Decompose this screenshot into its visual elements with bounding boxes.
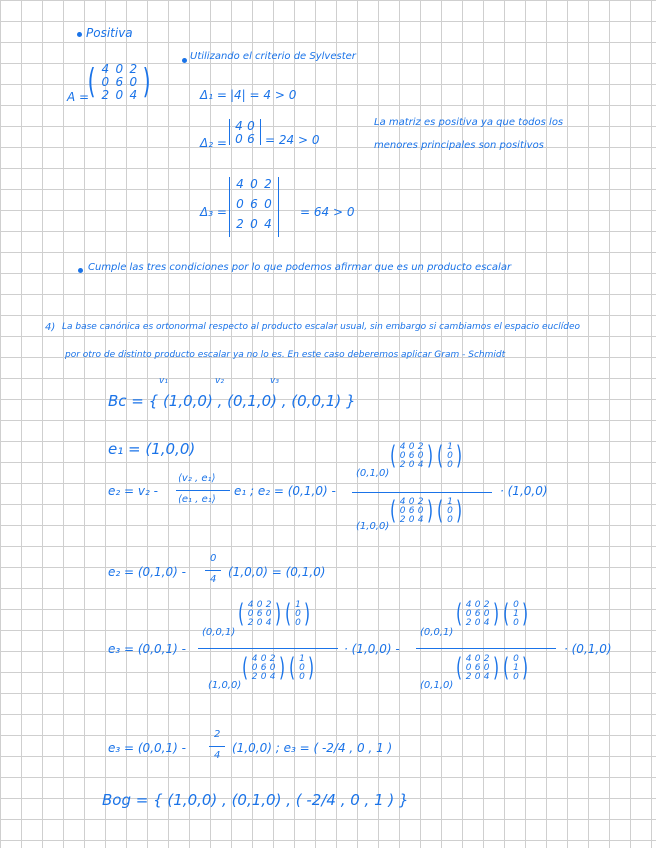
fraction-bar [352,492,492,493]
item4-number: 4) [45,322,56,333]
vector-entry: 1 [295,600,301,610]
matrix-cell: 4 [251,654,258,664]
e2-den: 4 [210,574,217,585]
gs-den: ⟨e₁ , e₁⟩ [178,494,216,505]
bullet [182,58,187,63]
gs-num: ⟨v₂ , e₁⟩ [178,473,216,484]
matrix-cell: 6 [408,451,415,461]
matrix-cells [398,497,425,524]
sylvester-intro: Utilizando el criterio de Sylvester [190,51,356,62]
matrix-cell: 4 [264,217,272,231]
matrix-cells [250,654,277,681]
matrix-cell: 2 [483,654,490,664]
e3-result-left: e₃ = (0,0,1) - [108,741,186,755]
e3-mid: · (1,0,0) - [344,642,400,656]
column-vector [511,654,520,681]
e3-result-num: 2 [214,729,221,740]
matrix-cells [246,600,273,627]
gs-num-matrix: ( 4 0 2 0 6 0 2 0 4 ) ( 1 0 0 ) [390,440,463,471]
matrix-cell: 0 [483,663,490,673]
matrix-cell: 0 [265,609,272,619]
column-vector [297,654,306,681]
matrix-cell: 4 [399,497,406,507]
gs-row-den: (1,0,0) [356,521,390,532]
matrix-cell: 4 [265,618,272,628]
item4-line-2: por otro de distinto producto escalar ya no lo es. En este caso deberemos aplicar Gram - Schmidt [65,350,506,360]
e2-num: 0 [210,553,217,564]
orthogonal-basis: Bog = { (1,0,0) , (0,1,0) , ( -2/4 , 0 , 1 ) } [102,791,409,809]
matrix-cell: 4 [465,600,472,610]
gs-after: e₁ ; e₂ = (0,1,0) - [234,484,336,498]
vector-entry: 0 [513,618,519,628]
e3-den1-matrix: ( 4 0 2 0 6 0 2 0 4 ) ( 1 0 0 ) [242,652,315,683]
matrix-cell: 0 [465,609,472,619]
matrix-cell: 2 [247,618,254,628]
note-line-1: La matriz es positiva ya que todos los [374,117,564,128]
matrix-cell: 0 [408,497,415,507]
matrix-cell: 0 [465,663,472,673]
bullet [78,268,83,273]
matrix-cell: 2 [236,217,244,231]
delta2-determinant [229,119,261,145]
e1-definition: e₁ = (1,0,0) [108,440,196,458]
matrix-cell: 0 [399,506,406,516]
matrix-cells [398,442,425,469]
matrix-cell: 0 [129,75,138,89]
vector-entry: 0 [513,654,519,664]
matrix-cell: 2 [483,600,490,610]
matrix-cell: 6 [115,75,124,89]
matrix-cell: 0 [250,217,258,231]
matrix-cell: 6 [260,663,267,673]
matrix-cell: 0 [260,654,267,664]
matrix-cell: 0 [260,672,267,682]
matrix-cell: 0 [236,197,244,211]
v2-label: v₂ [215,376,224,386]
delta3-result: = 64 > 0 [300,205,355,219]
fraction-bar [176,490,230,491]
vector-entry: 1 [447,497,453,507]
e3-tail: · (0,1,0) [564,642,612,656]
vector-entry: 0 [513,600,519,610]
matrix-cell: 6 [247,132,255,146]
matrix-cell: 2 [269,654,276,664]
matrix-cell: 0 [408,460,415,470]
matrix-cell: 4 [236,177,244,191]
vector-entry: 0 [299,672,305,682]
matrix-cell: 0 [251,663,258,673]
matrix-cell: 0 [247,119,255,133]
e3-num2-matrix: ( 4 0 2 0 6 0 2 0 4 ) ( 0 1 0 ) [456,598,529,629]
item4-line-1: La base canónica es ortonormal respecto al producto escalar usual, sin embargo si cambiamos el espacio euclídeo [62,322,580,332]
matrix-cell: 6 [256,609,263,619]
matrix-cell: 2 [251,672,258,682]
e3-result-right: (1,0,0) ; e₃ = ( -2/4 , 0 , 1 ) [232,741,393,755]
matrix-cell: 0 [269,663,276,673]
matrix-cell: 2 [465,618,472,628]
heading-positiva: Positiva [86,26,133,40]
v1-label: v₁ [159,376,168,386]
fraction-bar [205,570,221,571]
vector-entry: 1 [447,442,453,452]
e3-den1-row: (1,0,0) [208,680,242,691]
column-vector [445,497,454,524]
column-vector [511,600,520,627]
matrix-cell: 4 [417,515,424,525]
matrix-cell: 2 [265,600,272,610]
bullet [77,32,82,37]
vector-entry: 0 [513,672,519,682]
vector-entry: 1 [513,609,519,619]
matrix-cell: 6 [474,609,481,619]
matrix-cell: 0 [115,62,124,76]
matrix-cell: 0 [408,515,415,525]
conclusion: Cumple las tres condiciones por lo que podemos afirmar que es un producto escalar [88,262,512,273]
matrix-a-label: A = [67,90,90,104]
matrix-cell: 0 [417,506,424,516]
vector-entry: 0 [447,515,453,525]
delta1-expr: |4| = 4 > 0 [230,88,297,102]
e2-left: e₂ = (0,1,0) - [108,565,186,579]
note-line-2: menores principales son positivos [374,140,544,151]
matrix-cell: 0 [115,88,124,102]
matrix-cells [464,600,491,627]
e3-num1-matrix: ( 4 0 2 0 6 0 2 0 4 ) ( 1 0 0 ) [238,598,311,629]
e3-num2-row: (0,0,1) [420,627,454,638]
delta2-label: Δ₂ = [200,136,227,150]
fraction-bar [198,648,338,649]
matrix-cell: 0 [256,600,263,610]
delta2-cells [233,119,257,145]
canonical-basis: Bc = { (1,0,0) , (0,1,0) , (0,0,1) } [108,392,356,410]
gs-tail: · (1,0,0) [500,484,548,498]
matrix-cell: 4 [483,618,490,628]
fraction-bar [209,746,225,747]
e3-num1-row: (0,0,1) [202,627,236,638]
matrix-cell: 0 [417,451,424,461]
vector-entry: 0 [447,506,453,516]
matrix-cell: 2 [129,62,138,76]
vector-entry: 0 [447,451,453,461]
matrix-cell: 6 [474,663,481,673]
matrix-cell: 2 [264,177,272,191]
matrix-cell: 2 [465,672,472,682]
matrix-cell: 4 [129,88,138,102]
delta2-result: = 24 > 0 [265,133,320,147]
vector-entry: 0 [299,663,305,673]
delta3-determinant [229,177,279,237]
matrix-cell: 0 [247,609,254,619]
e3-left: e₃ = (0,0,1) - [108,642,186,656]
column-vector [445,442,454,469]
matrix-cell: 0 [235,132,243,146]
vector-entry: 1 [513,663,519,673]
fraction-bar [416,648,556,649]
matrix-cell: 0 [474,600,481,610]
gs-row-num: (0,1,0) [356,468,390,479]
matrix-cell: 4 [399,442,406,452]
matrix-cell: 4 [465,654,472,664]
matrix-a: ( 4 0 2 0 6 0 2 0 4 ) [87,61,151,102]
matrix-cell: 0 [474,618,481,628]
vector-entry: 1 [299,654,305,664]
matrix-cell: 4 [417,460,424,470]
column-vector [293,600,302,627]
gs-den-matrix: ( 4 0 2 0 6 0 2 0 4 ) ( 1 0 0 ) [390,495,463,526]
matrix-cell: 2 [101,88,110,102]
matrix-cell: 0 [408,442,415,452]
matrix-cell: 4 [269,672,276,682]
vector-entry: 0 [295,609,301,619]
e3-den2-row: (0,1,0) [420,680,454,691]
v3-label: v₃ [270,376,279,386]
matrix-cell: 4 [247,600,254,610]
matrix-cell: 0 [483,609,490,619]
delta3-cells [233,177,275,237]
matrix-cell: 4 [101,62,110,76]
matrix-cell: 0 [250,177,258,191]
matrix-cell: 0 [474,654,481,664]
vector-entry: 0 [447,460,453,470]
matrix-cell: 6 [250,197,258,211]
e3-result-den: 4 [214,750,221,761]
e2-right: (1,0,0) = (0,1,0) [228,565,326,579]
matrix-cell: 2 [399,515,406,525]
vector-entry: 0 [295,618,301,628]
delta1-label: Δ₁ = [200,88,227,102]
matrix-cell: 0 [399,451,406,461]
matrix-cell: 2 [399,460,406,470]
matrix-cell: 2 [417,442,424,452]
matrix-cell: 6 [408,506,415,516]
matrix-cells [464,654,491,681]
matrix-cell: 0 [256,618,263,628]
gs-left: e₂ = v₂ - [108,484,158,498]
matrix-cell: 0 [101,75,110,89]
matrix-cell: 4 [235,119,243,133]
matrix-cell: 0 [474,672,481,682]
matrix-cell: 0 [264,197,272,211]
matrix-a-cells [98,62,140,101]
matrix-cell: 2 [417,497,424,507]
matrix-cell: 4 [483,672,490,682]
delta3-label: Δ₃ = [200,205,227,219]
e3-den2-matrix: ( 4 0 2 0 6 0 2 0 4 ) ( 0 1 0 ) [456,652,529,683]
